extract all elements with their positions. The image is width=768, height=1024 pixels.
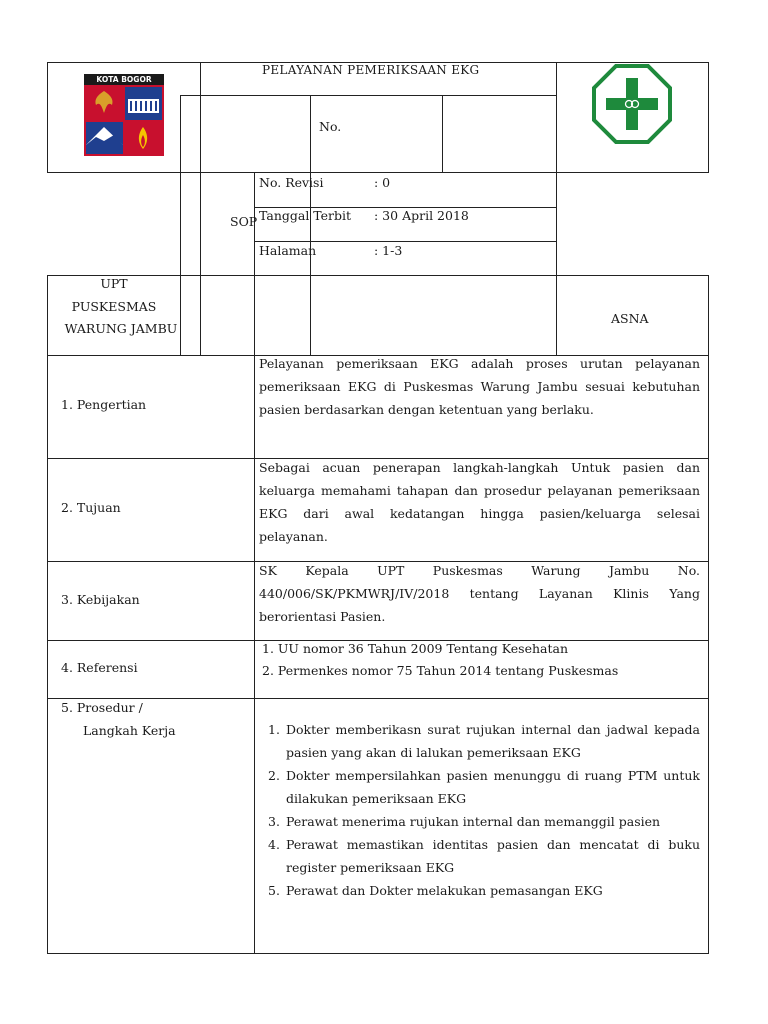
step-text: Perawat memastikan identitas pasien dan mencatat di buku register pemeriksaan EKG [286,837,700,875]
kebijakan-label: 3. Kebijakan [61,592,140,607]
terbit-value: : 30 April 2018 [374,208,469,223]
org-name-line2: PUSKESMAS [71,299,157,314]
kebijakan-text: SK Kepala UPT Puskesmas Warung Jambu No. 440/006/SK/PKMWRJ/IV/2018 tentang Layanan Klinis Yang berorientasi Pasien. [259,563,700,624]
kota-bogor-crest [84,74,164,156]
list-item [262,764,700,810]
revisi-value: : 0 [374,175,391,190]
crest-shield-icon [84,85,164,156]
terbit-label: Tanggal Terbit [259,208,352,223]
prosedur-label-line2: Langkah Kerja [83,723,176,738]
document-title: PELAYANAN PEMERIKSAAN EKG [262,63,480,77]
doc-number-label: No. [319,119,342,134]
step-number: 2. [268,768,280,783]
list-item [262,833,700,879]
step-number: 5. [268,883,280,898]
step-number: 3. [268,814,280,829]
step-text: Perawat dan Dokter melakukan pemasangan EKG [286,883,603,898]
halaman-label: Halaman [259,243,317,258]
tujuan-label: 2. Tujuan [61,500,121,515]
tujuan-text: Sebagai acuan penerapan langkah-langkah Untuk pasien dan keluarga memahami tahapan dan prosedur pelayanan pemeriksaan EKG dari awal kedatangan hingga pasien/keluarga selesai pelayanan. [259,460,700,544]
crest-label: KOTA BOGOR [84,74,164,85]
referensi-item: 1. UU nomor 36 Tahun 2009 Tentang Kesehatan [262,641,569,656]
step-text: Dokter mempersilahkan pasien menunggu di ruang PTM untuk dilakukan pemeriksaan EKG [286,768,700,806]
sop-label: SOP [230,214,258,229]
signer-name: ASNA [611,311,649,326]
list-item [262,879,700,902]
pengertian-label: 1. Pengertian [61,397,147,412]
referensi-list [262,638,702,682]
halaman-value: : 1-3 [374,243,403,258]
step-text: Perawat menerima rujukan internal dan memanggil pasien [286,814,661,829]
pengertian-text: Pelayanan pemeriksaan EKG adalah proses urutan pelayanan pemeriksaan EKG di Puskesmas Warung Jambu sesuai kebutuhan pasien berdasarkan dengan ketentuan yang berlaku. [259,356,700,417]
step-number: 4. [268,837,280,852]
step-number: 1. [268,722,280,737]
step-text: Dokter memberikasn surat rujukan internal dan jadwal kepada pasien yang akan di lalukan pemeriksaan EKG [286,722,700,760]
puskesmas-cross-icon [592,64,672,144]
org-name-line1: UPT [100,276,128,291]
referensi-label: 4. Referensi [61,660,138,675]
puskesmas-logo [592,64,672,144]
list-item [262,810,700,833]
prosedur-steps [262,718,700,902]
revisi-label: No. Revisi [259,175,324,190]
org-name-line3: WARUNG JAMBU [64,321,178,336]
prosedur-label-line1: 5. Prosedur / [61,700,143,715]
list-item [262,718,700,764]
referensi-item: 2. Permenkes nomor 75 Tahun 2014 tentang Puskesmas [262,663,619,678]
